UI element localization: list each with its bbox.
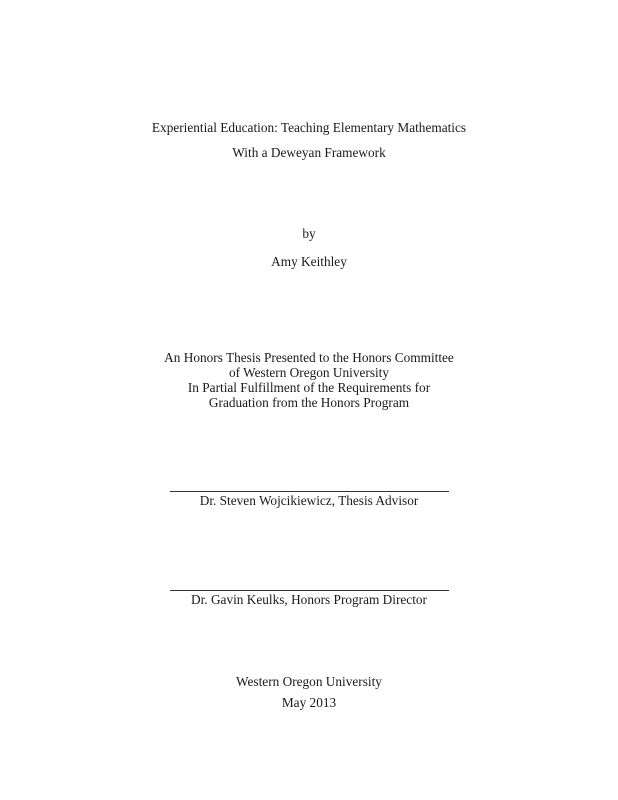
statement-line-1: An Honors Thesis Presented to the Honors Committee [164,350,454,365]
by-label: by [302,226,316,241]
signature-line-director [170,590,449,591]
signature-director: Dr. Gavin Keulks, Honors Program Director [191,592,427,607]
signature-advisor: Dr. Steven Wojcikiewicz, Thesis Advisor [199,493,419,508]
thesis-title-line-2: With a Deweyan Framework [232,145,386,160]
thesis-title-line-1: Experiential Education: Teaching Elementary Mathematics [151,120,467,135]
signature-line-advisor [170,491,449,492]
statement-line-2: of Western Oregon University [228,365,390,380]
date: May 2013 [281,695,337,710]
statement-line-4: Graduation from the Honors Program [208,395,410,410]
author-name: Amy Keithley [271,254,347,269]
institution: Western Oregon University [236,674,382,689]
statement-line-3: In Partial Fulfillment of the Requirements for [187,380,431,395]
